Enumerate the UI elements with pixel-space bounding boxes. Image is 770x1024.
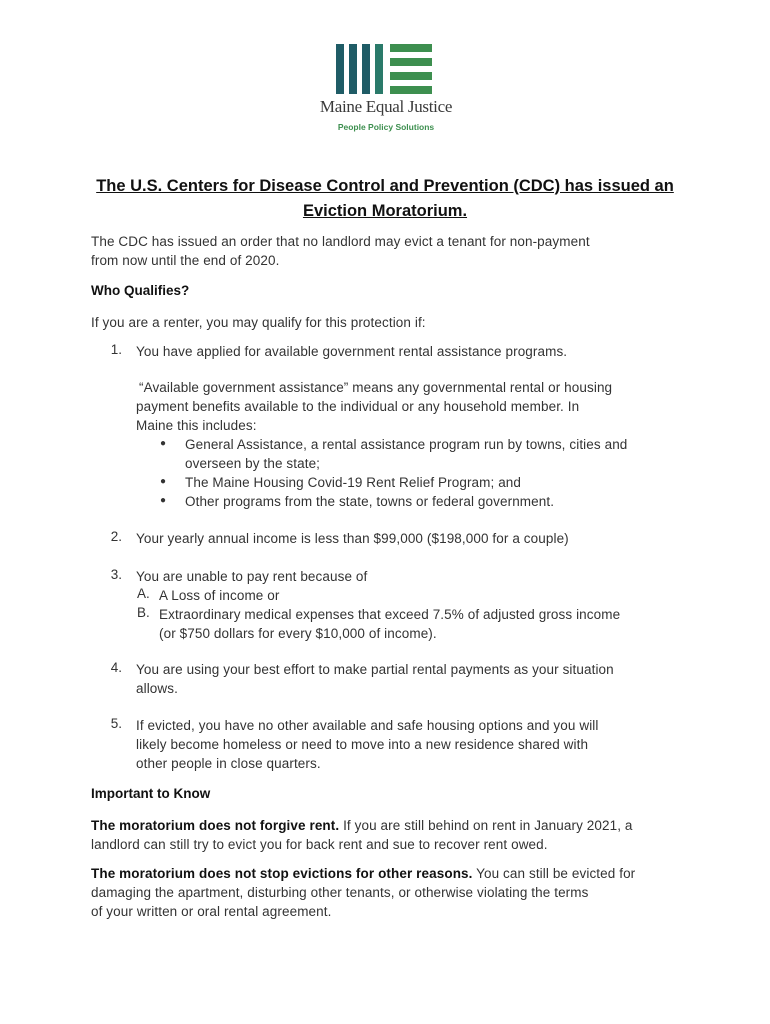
logo-tagline: People Policy Solutions bbox=[337, 122, 435, 132]
list-number-5: 5. bbox=[110, 716, 122, 731]
list-item-5-line-2: likely become homeless or need to move into a new residence shared with bbox=[136, 737, 589, 752]
sub-item-a bbox=[159, 586, 699, 605]
definition-line-3: Maine this includes: bbox=[136, 418, 257, 433]
list-number-4: 4. bbox=[110, 660, 122, 675]
page-title bbox=[80, 174, 690, 224]
list-number-3: 3. bbox=[110, 567, 122, 582]
list-number-1: 1. bbox=[110, 342, 122, 357]
intro-line-1: The CDC has issued an order that no landlord may evict a tenant for non-payment bbox=[91, 234, 590, 249]
important-heading: Important to Know bbox=[91, 786, 211, 801]
important-p2-bold: The moratorium does not stop evictions for other reasons. bbox=[91, 866, 473, 881]
title-line-1: The U.S. Centers for Disease Control and Prevention (CDC) has issued an bbox=[96, 177, 674, 195]
list-item-5 bbox=[136, 716, 696, 773]
title-line-2: Eviction Moratorium. bbox=[302, 202, 468, 220]
list-item-4 bbox=[136, 660, 696, 698]
intro-line-2: from now until the end of 2020. bbox=[91, 253, 280, 268]
maine-equal-justice-logo bbox=[316, 44, 456, 136]
list-item-4-line-2: allows. bbox=[136, 681, 178, 696]
important-p2-line-3: of your written or oral rental agreement. bbox=[91, 904, 332, 919]
list-item-3-line-1: You are unable to pay rent because of bbox=[136, 569, 368, 584]
list-item-3 bbox=[136, 567, 696, 586]
bullet-item-3 bbox=[185, 492, 695, 511]
list-item-4-line-1: You are using your best effort to make partial rental payments as your situation bbox=[136, 662, 614, 677]
bullet-item-1 bbox=[185, 435, 695, 473]
bullet-item-1-line-1: General Assistance, a rental assistance program run by towns, cities and bbox=[185, 437, 628, 452]
bullet-icon: ● bbox=[160, 476, 167, 487]
sub-item-a-line-1: A Loss of income or bbox=[159, 588, 280, 603]
bullet-icon: ● bbox=[160, 495, 167, 506]
sub-item-b bbox=[159, 605, 699, 643]
list-item-1 bbox=[136, 342, 696, 361]
logo-name: Maine Equal Justice bbox=[319, 97, 453, 116]
intro-paragraph bbox=[91, 232, 691, 270]
list-item-2 bbox=[136, 529, 696, 548]
important-p2-rest-1: You can still be evicted for bbox=[472, 866, 636, 881]
list-item-2-line-1: Your yearly annual income is less than $99,000 ($198,000 for a couple) bbox=[136, 531, 569, 546]
list-item-5-line-3: other people in close quarters. bbox=[136, 756, 321, 771]
bullet-item-3-line-1: Other programs from the state, towns or federal government. bbox=[185, 494, 555, 509]
important-p1-line-2: landlord can still try to evict you for back rent and sue to recover rent owed. bbox=[91, 837, 548, 852]
important-p2-line-1 bbox=[91, 864, 691, 883]
who-qualifies-lead: If you are a renter, you may qualify for this protection if: bbox=[91, 315, 426, 330]
important-paragraph-1 bbox=[91, 816, 691, 854]
definition-line-1: “Available government assistance” means any governmental rental or housing bbox=[139, 380, 613, 395]
important-p1-line-1 bbox=[91, 816, 691, 835]
important-p1-bold: The moratorium does not forgive rent. bbox=[91, 818, 340, 833]
who-qualifies-heading: Who Qualifies? bbox=[91, 283, 190, 298]
list-item-5-line-1: If evicted, you have no other available and safe housing options and you will bbox=[136, 718, 599, 733]
sub-item-b-line-1: Extraordinary medical expenses that exceed 7.5% of adjusted gross income bbox=[159, 607, 621, 622]
definition-line-2: payment benefits available to the individual or any household member. In bbox=[136, 399, 580, 414]
bullet-item-2 bbox=[185, 473, 695, 492]
sub-letter-a: A. bbox=[137, 586, 150, 601]
logo-mark-icon bbox=[336, 44, 432, 94]
list-number-2: 2. bbox=[110, 529, 122, 544]
sub-letter-b: B. bbox=[137, 605, 150, 620]
important-p2-line-2: damaging the apartment, disturbing other tenants, or otherwise violating the terms bbox=[91, 885, 589, 900]
sub-item-b-line-2: (or $750 dollars for every $10,000 of income). bbox=[159, 626, 437, 641]
important-paragraph-2 bbox=[91, 864, 691, 921]
bullet-item-2-line-1: The Maine Housing Covid-19 Rent Relief Program; and bbox=[185, 475, 522, 490]
important-p1-rest-1: If you are still behind on rent in January 2021, a bbox=[339, 818, 633, 833]
bullet-icon: ● bbox=[160, 438, 167, 449]
bullet-item-1-line-2: overseen by the state; bbox=[185, 456, 321, 471]
list-item-1-line-1: You have applied for available government rental assistance programs. bbox=[136, 344, 568, 359]
assistance-definition bbox=[136, 378, 696, 435]
